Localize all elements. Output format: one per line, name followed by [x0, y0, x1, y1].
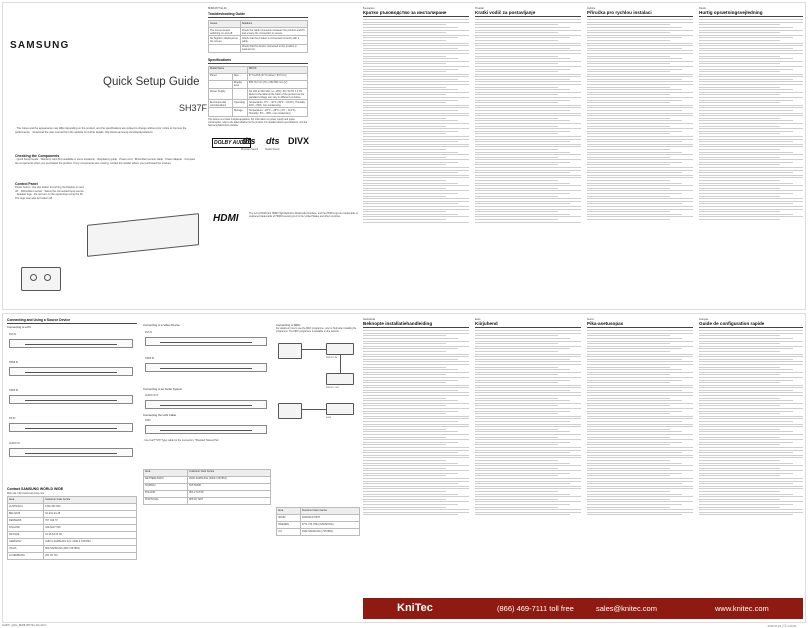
contact-table-end [276, 507, 360, 536]
knitec-footer-banner [363, 598, 803, 619]
power-button-icon [44, 274, 51, 281]
port-label: HDMI IN [145, 356, 155, 360]
lang-label: Français [699, 318, 709, 321]
lang-label: Čeština [587, 7, 596, 10]
table-row: Panel Size 37 CLASS (37.0 inches / 93.9 cm) [209, 73, 308, 80]
connect-mdc-heading: Connecting to MDC [276, 323, 301, 327]
document-code: BN68-08774A-00 [208, 7, 227, 10]
table-row: LUXEMBURG 261 03 710 [8, 553, 137, 560]
table-row: SWEDEN 0771 726 7864 (SAMSUNG) [277, 521, 360, 528]
port-label: AUDIO IN [9, 441, 20, 445]
video-connection-diagrams [143, 328, 271, 388]
table-row: POLAND 801-172-678 [144, 490, 271, 497]
lang-title: Příručka pro rychlou instalaci [587, 10, 693, 17]
logo-row [208, 134, 308, 164]
lang-label: Eesti [475, 318, 481, 321]
connecting-heading: Connecting and Using a Source Device [7, 318, 137, 324]
connect-column-pc [7, 318, 137, 618]
connect-audio-heading: Connecting to an Audio System [143, 386, 183, 391]
table-row: Storage Temperature: -20°C – 45°C (-4°F – 113°F), Humidity: 5% – 95%, non-condensing [209, 108, 308, 116]
lang-label: Български [363, 7, 375, 10]
divx-logo: DIVX [288, 135, 310, 146]
guide-title: Quick Setup Guide [103, 76, 200, 88]
page-bottom-spread [2, 313, 806, 623]
port-label: RS232C OUT [326, 386, 340, 389]
specs-table [208, 66, 308, 117]
hdmi-dvi-cable-diagram [9, 395, 133, 404]
checking-text: · Quick Setup Guide · Warranty card (Not available in some locations) · Regulatory guide · Power cord · IR/Ambient sensor cable · Power adapter · Compare the components when you purchased the product. If any components are missing, contact the retailer where you purchased the product. [15, 158, 196, 165]
lang-body-text [699, 19, 803, 220]
lang-title: Guide de configuration rapide [699, 321, 803, 328]
port-label: HDMI IN [9, 360, 19, 364]
table-row: U.K 0330 SAMSUNG (7267864) [277, 528, 360, 535]
lang-title: Pika-asetusopas [587, 321, 693, 328]
control-text: Power button: Use this button for turning the Display on and off. · IR/Ambient sensor · Select the connected input source. · Speaker legs · Do not turn on the signal logo using the IR. The logo may also be broken off. [15, 186, 85, 200]
lang-column-fi [587, 318, 693, 594]
lang-title: Kiirjuhend [475, 321, 581, 328]
dts-studio-logo: dts [266, 135, 280, 146]
port-label: DP IN [9, 416, 16, 420]
lang-title: Beknopte installatiehandleiding [363, 321, 469, 328]
table-row: BELGIUM 02-201-24-18 [8, 511, 137, 518]
table-row: Environmental considerations Operating Temperature: 0°C – 40°C (32°F – 104°F), Humidity: 10% – 80%, non-condensing [210, 100, 306, 107]
knitec-logo: KniTec [397, 602, 433, 614]
hdmi-trademark-note: The terms HDMI and HDMI High-Definition Multimedia Interface, and the HDMI Logo are trademarks or registered trademarks of HDMI Licensing LLC in the United States and other countries. [249, 212, 359, 219]
table-header: Area [8, 497, 44, 504]
table-header: Issues [209, 21, 241, 28]
table-row: SPAIN 0034902172678 [277, 514, 360, 521]
lang-column-da [699, 7, 803, 305]
dts-studio-subtitle: Studio Sound [265, 147, 280, 151]
port-label: RS232C IN [326, 356, 338, 359]
port-label: DVI IN [145, 330, 153, 334]
table-header: SH37F [247, 66, 307, 73]
table-header: Customer Care Centre [44, 497, 137, 504]
lang-body-text [587, 330, 693, 515]
troubleshooting-table [208, 20, 308, 53]
cover-column [7, 7, 208, 305]
dts-premium-subtitle: Premium Sound [241, 147, 259, 151]
checking-heading: Checking the Components [15, 154, 60, 158]
table-header: Area [277, 507, 301, 514]
contact-web: Web site: http://www.samsung.com [7, 491, 45, 495]
table-row: NORWAY 815 56480 [144, 483, 271, 490]
lang-body-text [363, 19, 469, 222]
dvi-cable-diagram [9, 339, 133, 348]
table-row: GERMANY 0180 6 SAMSUNG bzw. 0180 6 7267864 [8, 539, 137, 546]
daisy-chain-line [340, 355, 341, 373]
lang-title: Kratki vodič za postavljanje [475, 10, 581, 17]
table-header: Customer Care Centre [188, 469, 271, 476]
specs-column [208, 7, 308, 305]
specs-heading: Specifications [208, 58, 308, 64]
pc-device-icon [278, 343, 302, 359]
connect-pc-heading: Connecting to a PC [7, 325, 32, 329]
video-hdmi-cable-diagram [145, 363, 267, 372]
hdmi-cable-diagram [9, 367, 133, 376]
lang-column-et [475, 318, 581, 594]
table-row: FINLAND 030-6227 515 [8, 525, 137, 532]
page-top-spread [2, 2, 806, 310]
lang-body-text [363, 330, 469, 515]
model-name: SH37F [179, 103, 208, 113]
specs-notes: This device is a Class A digital apparatus. For information on power supply and power consumption, refer to the label attached to the product. For detailed device specifications, visit the Samsung Electronics website. [208, 118, 308, 127]
lang-column-bg [363, 7, 469, 305]
print-slug-date: 2016-07-21 오후 2:14:32 [767, 625, 796, 628]
control-panel-illustration [21, 267, 61, 291]
contact-table-continued [143, 469, 271, 505]
contact-heading: Contact SAMSUNG WORLD WIDE [7, 486, 64, 491]
dp-cable-diagram [9, 423, 133, 432]
troubleshooting-heading: Troubleshooting Guide [208, 12, 308, 18]
lan-cable-line [302, 409, 326, 410]
connect-video-heading: Connecting to a Video Device [143, 323, 180, 327]
table-header: Model Name [209, 66, 248, 73]
footer-phone[interactable]: (866) 469-7111 toll free [497, 604, 574, 613]
table-row: FRANCE 01 48 63 00 00 [8, 532, 137, 539]
table-row: No Signal is displayed on the screen. Check that the product is connected correctly with a cable. [209, 36, 308, 44]
lang-body-text [475, 330, 581, 515]
table-row: AUSTRALIA 1300 362 603 [8, 504, 137, 511]
pc-connection-diagrams [7, 330, 137, 485]
table-row: Display area 899.712 mm (H) x 252.864 mm (V) [209, 80, 308, 88]
control-heading: Control Panel [15, 182, 38, 186]
samsung-logo: SAMSUNG [10, 40, 70, 51]
lang-label: Nederlands [363, 318, 376, 321]
audio-out-cable-diagram [145, 400, 267, 409]
connect-column-video [143, 318, 271, 618]
table-header: Area [144, 469, 188, 476]
port-label: AUDIO OUT [145, 393, 159, 397]
contact-table [7, 496, 137, 560]
rs232-cable-line [302, 349, 326, 350]
audio-cable-diagram [9, 448, 133, 457]
lang-title: Кратко ръководство за инсталиране [363, 10, 469, 17]
lang-body-text [699, 330, 803, 515]
footer-website[interactable]: www.knitec.com [715, 604, 769, 613]
intro-text: · The colour and the appearance may differ depending on the product, and the specifications are subject to change without prior notice to improve the performance. · Download the user manual from the website for further details. http://www.samsung.com/displaysolutions [15, 127, 187, 134]
port-label: DVI IN [9, 332, 17, 336]
display-device-icon [326, 403, 354, 415]
connect-column-mdc [276, 318, 360, 618]
table-row: NETHERLANDS 0900-SAMSUNG (0900-7267864) [144, 476, 271, 483]
lang-column-hr [475, 7, 581, 305]
table-row: DENMARK 707 019 70 [8, 518, 137, 525]
lan-note: · Use Cat7(*STP Type) cable for the connection. *Shielded Twisted Pair [143, 439, 219, 443]
lang-body-text [475, 19, 581, 222]
mdc-connection-diagram [276, 337, 360, 437]
lang-title: Hurtig opsætningsvejledning [699, 10, 803, 17]
lan-cable-diagram [145, 425, 267, 434]
audio-connection-diagram [143, 392, 271, 414]
port-label: RJ45 [326, 416, 332, 419]
mdc-note: For details on how to use the MDC programme, refer to Help after installing the programme. The MDC programme is available on the website. [276, 327, 357, 333]
table-row: ITALIA 800-SAMSUNG (800.7267864) [8, 546, 137, 553]
table-header: Solutions [240, 21, 307, 28]
print-slug-file: SH37F_QSG_BN68-08774A-00.indd 1 [2, 624, 47, 627]
ir-sensor-icon [30, 274, 37, 281]
connect-lan-heading: Connecting the LAN Cable [143, 412, 177, 417]
table-header: Customer Care Centre [300, 507, 359, 514]
lang-label: Suomi [587, 318, 594, 321]
lang-body-text [587, 19, 693, 220]
dolby-logo: DOLBY AUDIO [214, 139, 249, 146]
display-illustration [87, 213, 199, 257]
lang-label: Dansk [699, 7, 706, 10]
lang-label: Hrvatski [475, 7, 484, 10]
lang-column-fr [699, 318, 803, 594]
display-device-icon [326, 373, 354, 385]
pc-device-icon [278, 403, 302, 419]
hdmi-strip [213, 211, 361, 227]
footer-email[interactable]: sales@knitec.com [596, 604, 657, 613]
hdmi-logo: HDMI [213, 213, 239, 224]
port-label: RJ45 [145, 419, 151, 423]
display-device-icon [326, 343, 354, 355]
port-label: HDMI IN [9, 388, 19, 392]
lang-column-nl [363, 318, 469, 594]
table-row: Check that the device connected to the product is powered on. [209, 44, 308, 52]
dts-premium-logo: dts [242, 135, 256, 146]
table-row: The screen keeps switching on and off. Check the cable connection between the product and PC, and ensure the connection is secure. [210, 28, 306, 35]
lang-column-cs [587, 7, 693, 305]
lan-connection-diagram [143, 417, 271, 439]
table-row: PORTUGAL 808 20 7267 [144, 497, 271, 504]
video-dvi-cable-diagram [145, 337, 267, 346]
table-row: Power Supply AC 100 to 240 VAC (+/- 10%), 60 / 50 Hz ± 3 Hz. Refer to the label at the back of the product as the standard voltage can vary in different countries. [209, 88, 308, 99]
